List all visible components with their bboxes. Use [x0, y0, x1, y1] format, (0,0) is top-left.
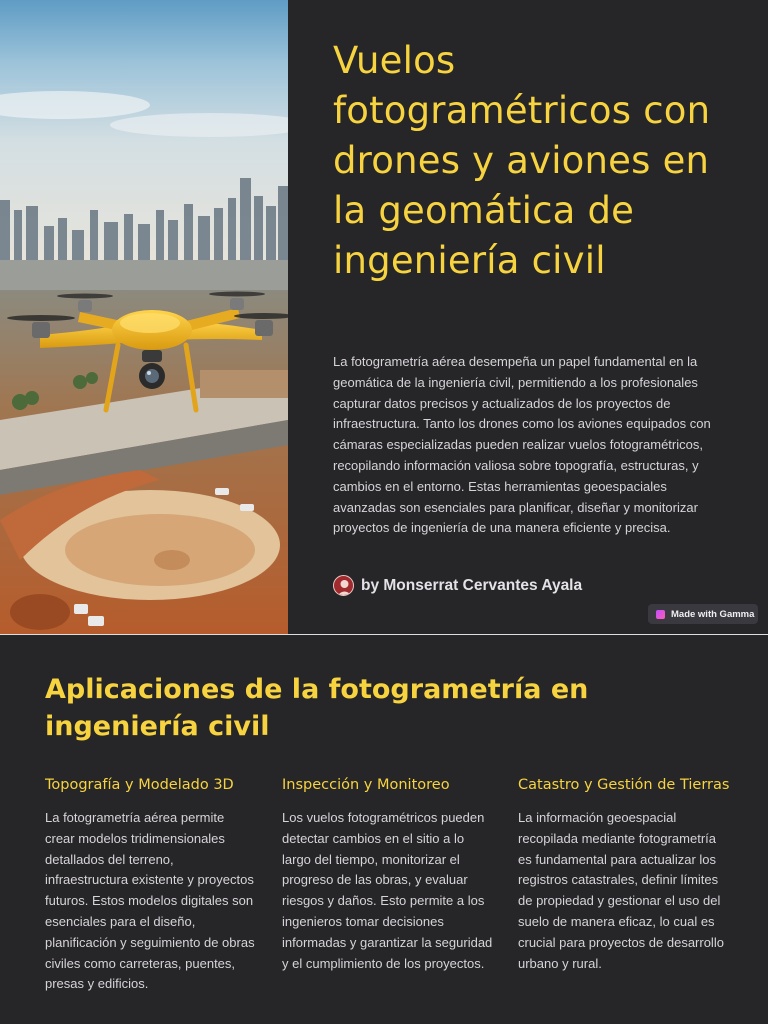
- page-title: Vuelos fotogramétricos con drones y aviones en la geomática de ingeniería civil: [333, 39, 711, 282]
- column-heading: Topografía y Modelado 3D: [45, 777, 234, 793]
- column-topografia: [45, 776, 255, 995]
- column-catastro: [518, 776, 733, 974]
- author-name: by Monserrat Cervantes Ayala: [361, 576, 583, 594]
- made-with-gamma-badge[interactable]: [648, 604, 758, 624]
- column-body: La fotogrametría aérea permite crear modelos tridimensionales detallados del terreno, infraestructura existente y proyectos futuros. Estos modelos digitales son esenciales para el diseño, planificación y seguimiento de obras civiles como carreteras, puentes, presas y edificios.: [45, 810, 255, 992]
- column-heading: Catastro y Gestión de Tierras: [518, 777, 730, 793]
- applications-slide: [0, 635, 768, 1024]
- column-heading: Inspección y Monitoreo: [282, 777, 450, 793]
- column-body: Los vuelos fotogramétricos pueden detectar cambios en el sitio a lo largo del tiempo, monitorizar el progreso de las obras, y evaluar riesgos y daños. Esto permite a los ingenieros tomar decisiones informadas y garantizar la seguridad y el cumplimiento de los proyectos.: [282, 810, 493, 971]
- column-inspeccion: [282, 776, 494, 974]
- column-body: La información geoespacial recopilada mediante fotogrametría es fundamental para actualizar los registros catastrales, definir límites de propiedad y gestionar el uso del suelo de manera eficaz, lo cual es crucial para proyectos de desarrollo urbano y rural.: [518, 810, 724, 971]
- author-avatar-icon: [333, 575, 354, 596]
- badge-label: Made with Gamma: [671, 608, 755, 620]
- author-byline: [333, 575, 582, 596]
- hero-image-drone-over-construction-site: [0, 0, 288, 634]
- applications-title: Aplicaciones de la fotogrametría en ingeniería civil: [45, 674, 589, 742]
- gamma-logo-icon: [656, 610, 665, 619]
- intro-paragraph: La fotogrametría aérea desempeña un papel fundamental en la geomática de la ingeniería civil, permitiendo a los profesionales capturar datos precisos y actualizados de los proyectos de infraestructura. Tanto los drones como los aviones equipados con cámaras especializadas pueden realizar vuelos fotogramétricos, recopilando información valiosa sobre topografía, estructuras, y cambios en el entorno. Estas herramientas geoespaciales avanzadas son esenciales para planificar, diseñar y monitorizar proyectos de ingeniería de una manera eficiente y precisa.: [333, 354, 711, 536]
